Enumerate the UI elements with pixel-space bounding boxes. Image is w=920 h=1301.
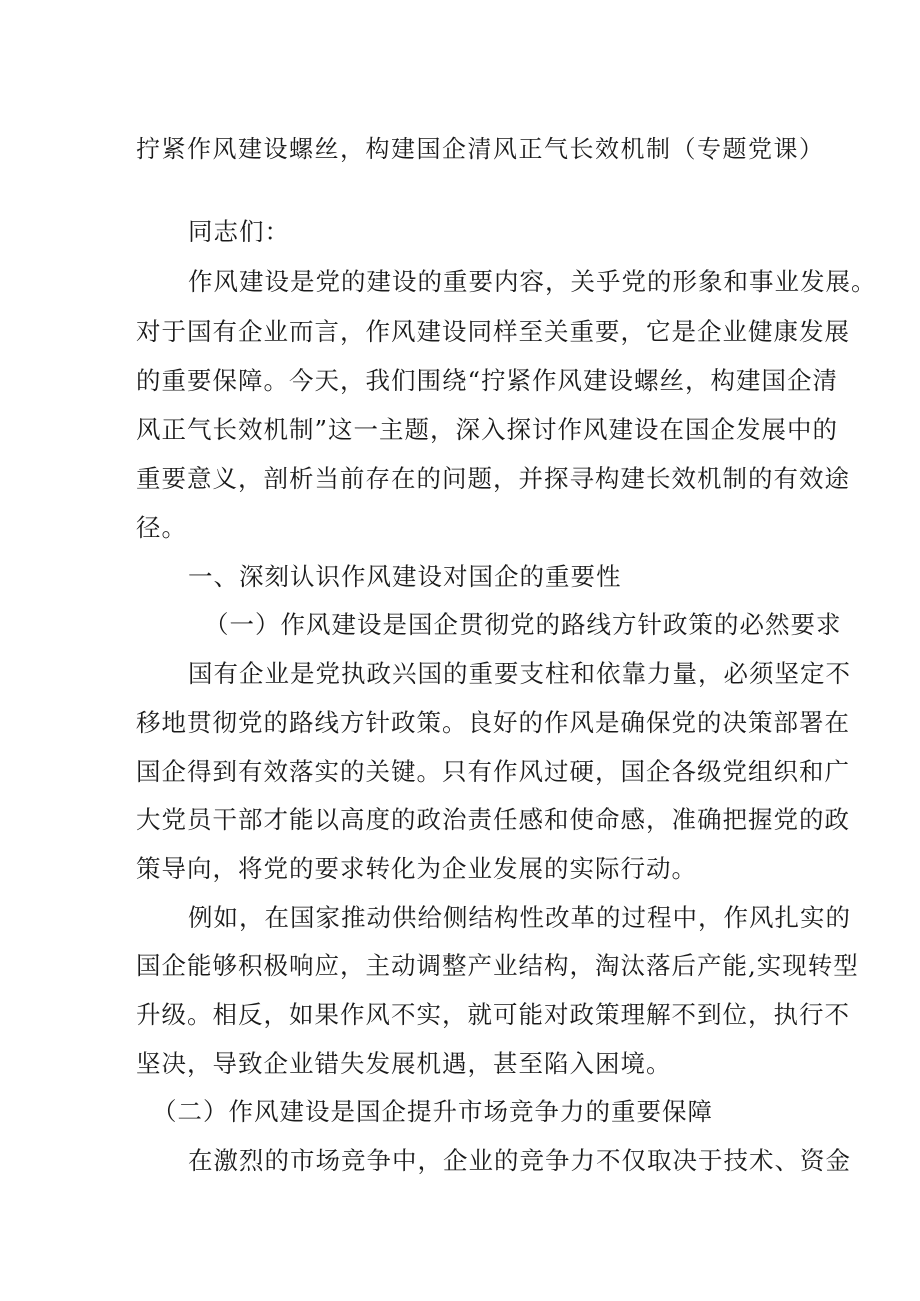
subsection-heading: （一）作风建设是国企贯彻党的路线方针政策的必然要求 [204, 610, 842, 639]
paragraph-line: 坚决，导致企业错失发展机遇，甚至陷入困境。 [136, 1049, 672, 1078]
paragraph-line: 国有企业是党执政兴国的重要支柱和依靠力量，必须坚定不 [188, 659, 851, 688]
greeting: 同志们： [188, 217, 290, 246]
paragraph-line: 国企得到有效落实的关键。只有作风过硬，国企各级党组织和广 [136, 757, 850, 786]
paragraph-line: 策导向，将党的要求转化为企业发展的实际行动。 [136, 854, 697, 883]
intro-line: 风正气长效机制”这一主题，深入探讨作风建设在国企发展中的 [136, 415, 839, 444]
intro-line: 的重要保障。今天，我们围绕“拧紧作风建设螺丝，构建国企清 [136, 366, 839, 395]
paragraph-line: 例如，在国家推动供给侧结构性改革的过程中，作风扎实的 [188, 903, 851, 932]
paragraph-line: 国企能够积极响应，主动调整产业结构，淘汰落后产能,实现转型 [136, 951, 859, 980]
paragraph-line: 移地贯彻党的路线方针政策。良好的作风是确保党的决策部署在 [136, 708, 850, 737]
intro-line: 重要意义，剖析当前存在的问题，并探寻构建长效机制的有效途 [136, 464, 850, 493]
section-heading: 一、深刻认识作风建设对国企的重要性 [188, 562, 622, 591]
subsection-heading: （二）作风建设是国企提升市场竞争力的重要保障 [152, 1097, 713, 1126]
document-title: 拧紧作风建设螺丝，构建国企清风正气长效机制（专题党课） [136, 135, 825, 163]
paragraph-line: 大党员干部才能以高度的政治责任感和使命感，准确把握党的政 [136, 805, 850, 834]
paragraph-line: 升级。相反，如果作风不实，就可能对政策理解不到位，执行不 [136, 1000, 850, 1029]
intro-line: 作风建设是党的建设的重要内容，关乎党的形象和事业发展。 [188, 267, 877, 296]
intro-line: 径。 [136, 513, 187, 542]
intro-line: 对于国有企业而言，作风建设同样至关重要，它是企业健康发展 [136, 317, 850, 346]
paragraph-line: 在激烈的市场竞争中，企业的竞争力不仅取决于技术、资金 [188, 1146, 851, 1175]
